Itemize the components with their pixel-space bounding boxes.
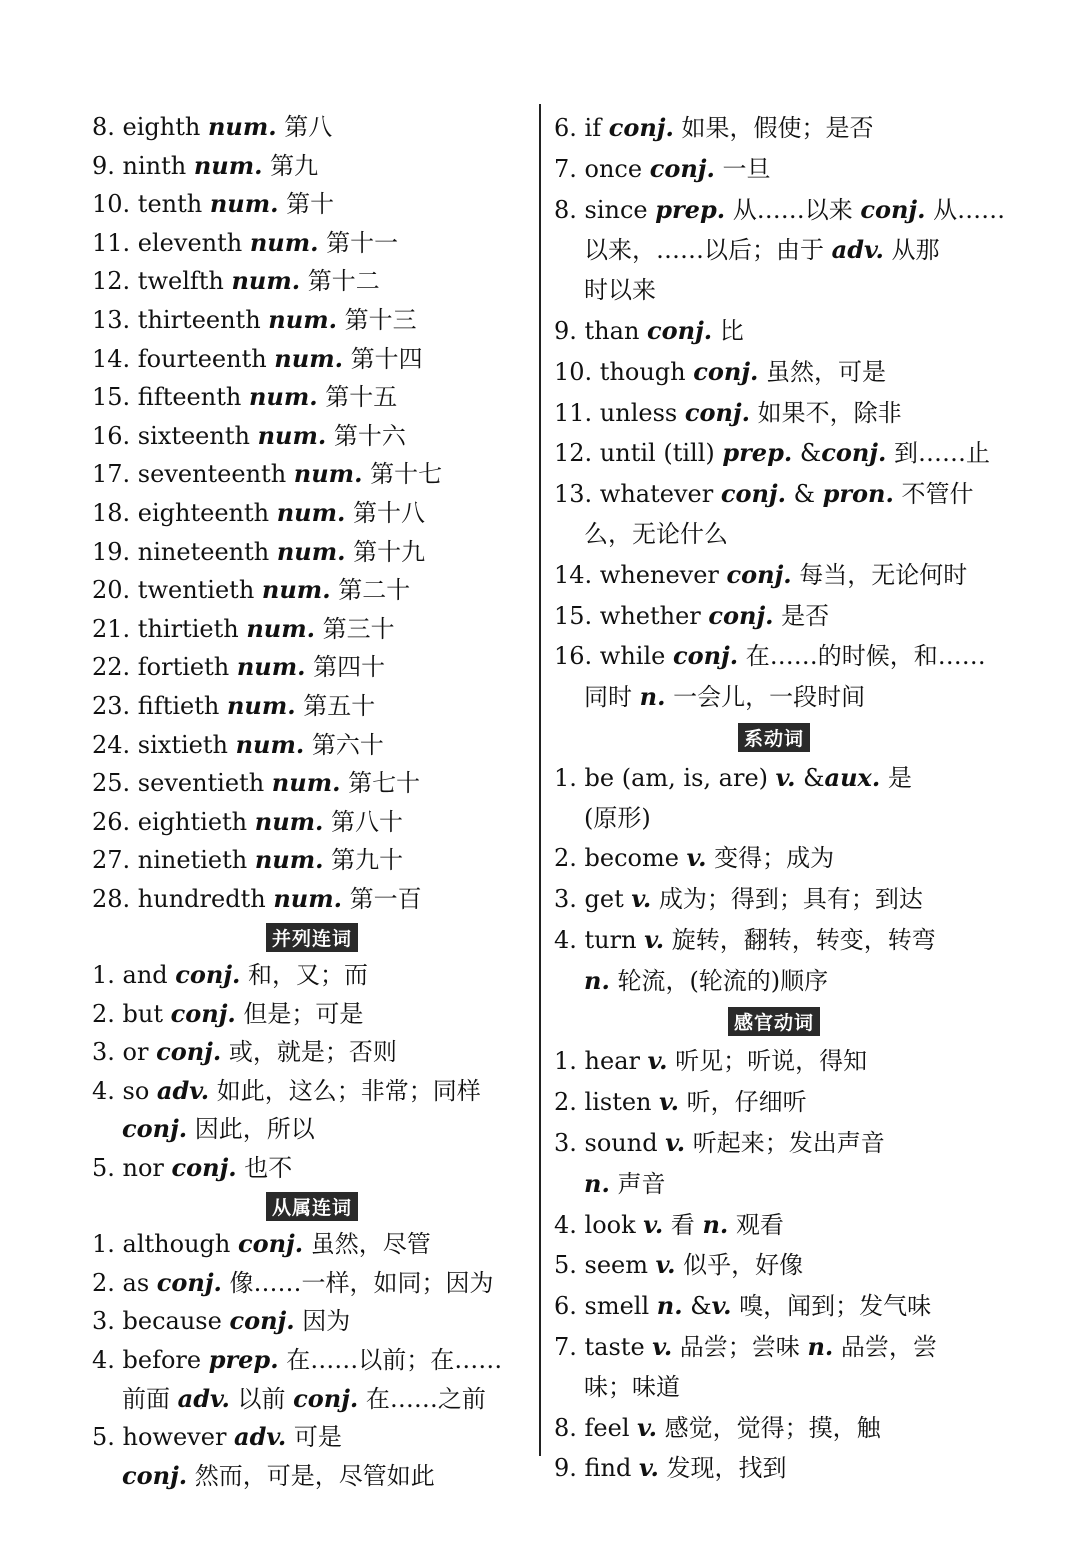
entry-text: 在……以前；在…… [278,1346,503,1374]
entry-text: 第一百 [341,884,422,913]
part-of-speech: conj. [171,1153,237,1183]
entry-text: 旋转，翻转，转变，转弯 [664,925,936,954]
part-of-speech: pron. [822,479,894,509]
entry-text: 第二十 [330,576,411,605]
vocab-entry-continuation [554,677,994,718]
entry-text: 从……以来 [725,195,861,224]
entry-text: 27. ninetieth [92,846,255,875]
entry-text: 每当，无论何时 [791,560,968,589]
entry-text: 感觉，觉得；摸，触 [657,1413,881,1442]
entry-text: 如果不，除非 [749,398,902,427]
part-of-speech: num. [271,768,341,798]
vocab-entry [92,1341,532,1380]
entry-text: 可是 [286,1423,342,1452]
entry-text: 8. eighth [92,113,208,141]
vocab-entry-continuation [554,799,994,839]
entry-text: 16. sixteenth [92,421,258,450]
entry-text: 么，无论什么 [584,519,728,548]
entry-text: 第十二 [300,267,380,296]
entry-text: 4. turn [554,925,645,954]
entry-text: 25. seventieth [92,769,272,798]
part-of-speech: num. [261,575,331,605]
entry-text: 第十三 [336,305,417,334]
vocab-entry-continuation [554,1368,994,1408]
entry-text: 8. since [554,195,656,224]
vocab-entry [554,149,994,190]
entry-text: 因为 [294,1307,351,1336]
part-of-speech: num. [254,806,324,836]
part-of-speech: conj. [684,397,750,427]
entry-text: 前面 [122,1384,178,1413]
entry-text: 以来，……以后；由于 [584,236,832,265]
vocab-entry [554,1286,994,1327]
part-of-speech: num. [254,845,324,875]
vocab-entry [92,880,532,919]
entry-text: 如果，假使；是否 [673,114,874,142]
vocab-entry [554,1041,994,1082]
entry-text: 品尝；尝味 [672,1332,808,1361]
entry-text: 3. or [92,1038,157,1067]
entry-text: 不管什 [893,480,974,509]
part-of-speech: num. [273,883,342,913]
entry-text: 2. but [92,999,171,1028]
part-of-speech: conj. [693,356,759,386]
entry-text: 11. unless [554,398,685,427]
entry-text: 第十八 [345,498,426,527]
part-of-speech: n. [702,1209,729,1239]
vocab-entry [92,224,532,263]
section-heading [554,718,994,758]
vocab-entry [554,190,1006,231]
part-of-speech: n. [584,965,610,995]
vocab-entry [92,1302,532,1341]
vocab-entry [92,147,532,186]
part-of-speech: conj. [860,194,926,224]
entry-text: 第八十 [323,807,404,836]
entry-text: 第九十 [323,846,404,875]
entry-text: 1. and [92,961,176,990]
entry-text: 听起来；发出声音 [685,1128,885,1157]
entry-text: 像……一样，如同；因为 [221,1268,494,1297]
part-of-speech: num. [207,112,277,141]
entry-text: 第六十 [304,730,384,759]
vocab-entry [92,1033,532,1072]
part-of-speech: adv. [831,235,884,265]
vocab-entry-continuation [554,230,994,271]
part-of-speech: conj. [122,1114,188,1144]
vocab-entry [554,838,994,879]
entry-text: 一会儿，一段时间 [665,683,866,712]
vocab-entry [554,311,994,352]
entry-text: 第八 [276,113,333,141]
vocab-entry [92,1149,532,1188]
entry-text: 第三十 [314,614,395,643]
part-of-speech: conj. [122,1460,188,1490]
part-of-speech: v. [659,1087,680,1117]
entry-text: 第九 [262,151,319,180]
vocab-entry [92,262,532,301]
entry-text: 9. ninth [92,151,194,180]
entry-text: 3. because [92,1307,230,1336]
vocab-entry [554,474,994,515]
part-of-speech: v. [686,843,707,873]
part-of-speech: v. [643,1209,664,1239]
part-of-speech: num. [249,227,319,257]
entry-text: 是否 [773,601,830,630]
vocab-entry-continuation [554,515,994,555]
entry-text: 26. eightieth [92,807,255,836]
vocab-entry [92,108,532,147]
vocab-entry [92,803,532,842]
entry-text: 似乎，好像 [675,1251,804,1280]
vocab-entry [92,841,532,880]
part-of-speech: aux. [824,762,881,792]
vocab-entry [554,1408,994,1449]
entry-text: 4. look [554,1210,644,1239]
vocab-entry [554,108,994,149]
vocab-entry [92,494,532,533]
vocab-entry-continuation [554,271,994,311]
entry-text: 第十一 [318,228,399,257]
vocab-entry [554,1082,994,1123]
vocab-entry [554,1123,994,1164]
entry-text: 14. whenever [554,560,727,589]
entry-text: 20. twentieth [92,576,262,605]
part-of-speech: num. [246,613,315,643]
entry-text: 成为；得到；具有；到达 [651,885,923,914]
vocab-entry [554,1448,994,1489]
entry-text: 5. nor [92,1154,172,1183]
column-divider [539,104,541,1456]
vocab-entry [92,301,532,340]
entry-text: 变得；成为 [706,844,835,873]
vocab-entry [92,185,532,224]
entry-text: 嗅，闻到；发气味 [731,1292,932,1321]
entry-text: 听见；听说，得知 [667,1047,868,1076]
entry-text: & [792,439,822,468]
part-of-speech: num. [268,304,337,334]
part-of-speech: conj. [821,438,887,468]
vocab-entry [554,879,994,920]
entry-text: 7. once [554,154,650,183]
entry-text: 24. sixtieth [92,730,236,759]
entry-text: 10. though [554,357,694,386]
part-of-speech: adv. [156,1075,210,1105]
part-of-speech: conj. [156,1037,222,1067]
entry-text: 11. eleventh [92,228,250,257]
entry-text: 第十 [278,190,335,219]
entry-text: 也不 [236,1154,293,1183]
entry-text: & [785,480,823,509]
part-of-speech: num. [193,150,263,180]
vocab-entry [92,455,532,494]
entry-text: 或，就是；否则 [221,1038,397,1067]
vocab-entry [554,636,994,677]
part-of-speech: num. [293,459,363,489]
entry-text: 以前 [229,1384,294,1413]
entry-text: 从…… [925,195,1006,224]
entry-text: 9. than [554,316,648,345]
entry-text: & [795,763,825,792]
vocab-entry [554,1245,994,1286]
entry-text: 从那 [883,236,940,265]
entry-text: (原形) [584,803,651,832]
entry-text: 13. whatever [554,480,721,509]
part-of-speech: v. [647,1046,668,1076]
entry-text: 同时 [584,683,640,712]
entry-text: 10. tenth [92,190,210,219]
part-of-speech: v. [655,1250,676,1280]
vocab-entry [92,1225,532,1264]
entry-text: 发现，找到 [658,1454,787,1483]
entry-text: 因此，所以 [187,1115,315,1144]
vocab-entry [92,417,532,456]
vocab-entry [554,1327,994,1368]
entry-text: 虽然，尽管 [303,1230,431,1259]
part-of-speech: conj. [726,559,792,589]
part-of-speech: num. [274,343,343,373]
entry-text: 8. feel [554,1413,638,1442]
part-of-speech: num. [235,729,305,759]
part-of-speech: v. [652,1331,673,1361]
section-heading-label: 感官动词 [728,1007,820,1036]
entry-text: 7. taste [554,1332,653,1361]
vocab-entry [554,433,994,474]
part-of-speech: conj. [672,641,739,671]
entry-text: 17. seventeenth [92,460,294,489]
part-of-speech: v. [775,762,796,792]
part-of-speech: n. [656,1291,683,1321]
part-of-speech: v. [665,1127,686,1157]
part-of-speech: v. [711,1291,732,1321]
vocab-entry [92,533,532,572]
entry-text: 是 [880,763,912,792]
part-of-speech: v. [631,884,652,914]
entry-text: 在……的时候，和…… [738,642,986,671]
entry-text: 第四十 [305,653,386,682]
entry-text: 轮流，(轮流的)顺序 [609,966,829,995]
part-of-speech: n. [807,1331,834,1361]
part-of-speech: conj. [293,1383,359,1413]
entry-text: 19. nineteenth [92,537,277,566]
part-of-speech: conj. [229,1306,295,1336]
entry-text: 和，又；而 [240,961,369,990]
vocab-entry [92,648,532,687]
vocab-entry-continuation [92,1380,532,1419]
entry-text: 13. thirteenth [92,305,269,334]
section-heading-label: 从属连词 [266,1192,358,1221]
part-of-speech: v. [637,1412,658,1442]
vocab-entry [554,393,994,434]
section-heading-label: 系动词 [738,723,810,752]
entry-text: 1. hear [554,1047,648,1076]
part-of-speech: adv. [234,1422,287,1452]
entry-text: 第十七 [362,460,443,489]
vocab-entry [554,596,994,637]
entry-text: 3. sound [554,1128,666,1157]
vocab-entry [92,764,532,803]
part-of-speech: num. [236,652,306,682]
entry-text: 3. get [554,885,632,914]
part-of-speech: num. [226,690,296,720]
entry-text: 在……之前 [358,1384,486,1413]
entry-text: 4. so [92,1076,157,1105]
entry-text: 品尝，尝 [833,1332,937,1361]
right-column [554,108,1006,1489]
part-of-speech: conj. [720,479,786,509]
vocab-entry [554,758,994,799]
part-of-speech: conj. [649,153,715,183]
vocab-entry [92,687,532,726]
entry-text: 21. thirtieth [92,614,247,643]
vocab-entry [92,1264,532,1303]
vocab-entry-continuation [554,1164,994,1205]
entry-text: 然而，可是，尽管如此 [187,1461,435,1490]
entry-text: 2. listen [554,1088,660,1117]
entry-text: 虽然，可是 [758,357,887,386]
part-of-speech: conj. [647,315,713,345]
entry-text: 5. seem [554,1251,656,1280]
part-of-speech: prep. [655,194,726,224]
part-of-speech: conj. [708,600,774,630]
entry-text: 第十九 [345,537,426,566]
vocab-entry [92,1418,532,1457]
vocab-entry [92,726,532,765]
part-of-speech: prep. [722,438,793,468]
vocab-entry-continuation [92,1457,532,1496]
entry-text: 一旦 [714,154,771,183]
part-of-speech: conj. [156,1267,222,1297]
section-heading-label: 并列连词 [266,923,358,952]
vocab-entry [92,340,532,379]
entry-text: 但是；可是 [235,999,364,1028]
entry-text: 比 [712,316,744,345]
part-of-speech: conj. [608,113,674,142]
entry-text: 1. although [92,1230,238,1259]
part-of-speech: num. [209,189,279,219]
section-heading [92,918,532,956]
entry-text: 到……止 [886,439,990,468]
part-of-speech: num. [276,497,346,527]
part-of-speech: conj. [175,960,241,990]
vocab-entry [554,352,994,393]
part-of-speech: conj. [170,998,236,1028]
vocab-entry [92,378,532,417]
entry-text: 听，仔细听 [679,1088,807,1117]
part-of-speech: v. [644,924,665,954]
vocab-entry [92,995,532,1034]
part-of-speech: num. [276,536,346,566]
vocab-entry [554,920,994,961]
part-of-speech: num. [231,266,301,296]
vocab-entry [554,1205,994,1246]
vocab-entry [92,571,532,610]
entry-text: 18. eighteenth [92,498,277,527]
vocab-entry [92,1072,532,1111]
entry-text: 12. until (till) [554,439,723,468]
entry-text: 时以来 [584,276,656,305]
vocab-entry-continuation [92,1110,532,1149]
entry-text: 第十五 [317,383,398,412]
part-of-speech: num. [248,382,318,412]
entry-text: 第五十 [295,691,376,720]
part-of-speech: num. [257,420,327,450]
entry-text: 16. while [554,642,673,671]
entry-text: 2. become [554,844,687,873]
part-of-speech: n. [584,1168,610,1198]
entry-text: 9. find [554,1454,639,1483]
entry-text: 如此，这么；非常；同样 [209,1076,481,1105]
part-of-speech: adv. [177,1383,230,1413]
entry-text: 22. fortieth [92,653,237,682]
part-of-speech: v. [638,1453,659,1483]
entry-text: 第十四 [342,344,423,373]
entry-text: 6. smell [554,1292,657,1321]
vocab-entry [92,956,532,995]
entry-text: 1. be (am, is, are) [554,763,776,792]
entry-text: & [682,1292,712,1321]
part-of-speech: prep. [208,1345,279,1374]
left-column [92,108,532,1495]
section-heading [554,1002,994,1042]
entry-text: 23. fiftieth [92,691,227,720]
entry-text: 声音 [609,1169,666,1198]
entry-text: 6. if [554,114,609,142]
vocab-entry-continuation [554,961,994,1002]
entry-text: 12. twelfth [92,267,232,296]
part-of-speech: conj. [237,1229,304,1259]
entry-text: 5. however [92,1423,235,1452]
entry-text: 味；味道 [584,1372,680,1401]
entry-text: 28. hundredth [92,884,274,913]
entry-text: 4. before [92,1346,209,1374]
entry-text: 观看 [728,1210,784,1239]
entry-text: 第十六 [326,421,406,450]
vocab-entry [554,555,994,596]
entry-text: 14. fourteenth [92,344,275,373]
entry-text: 15. whether [554,601,709,630]
entry-text: 15. fifteenth [92,383,249,412]
vocab-entry [92,610,532,649]
part-of-speech: n. [639,682,666,712]
entry-text: 看 [663,1210,703,1239]
entry-text: 2. as [92,1268,157,1297]
section-heading [92,1188,532,1226]
entry-text: 第七十 [340,769,421,798]
